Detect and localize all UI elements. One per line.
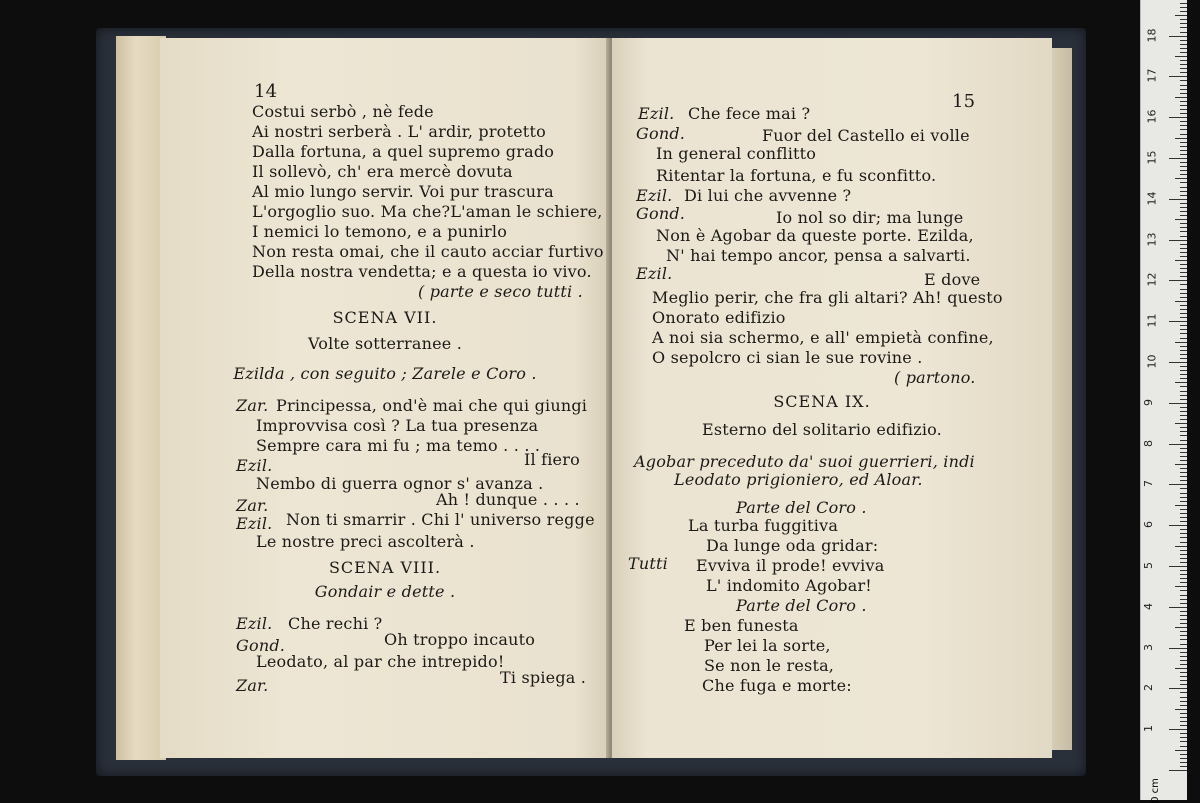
- ruler-tick: [1180, 595, 1187, 596]
- dialogue-line: Fuor del Castello ei volle: [762, 126, 970, 145]
- ruler-tick: [1180, 227, 1187, 228]
- ruler-number: 15: [1145, 150, 1159, 165]
- verse-line: La turba fuggitiva: [688, 516, 839, 535]
- ruler-tick: [1180, 231, 1187, 232]
- dialogue-line: O sepolcro ci sian le sue rovine .: [652, 348, 923, 367]
- dialogue-line: Nembo di guerra ognor s' avanza .: [256, 474, 544, 493]
- ruler-tick: [1180, 142, 1187, 143]
- ruler-tick: [1175, 15, 1187, 16]
- page-number: 15: [952, 91, 976, 112]
- ruler-tick: [1180, 721, 1187, 722]
- ruler-number: 18: [1145, 28, 1159, 43]
- ruler-number: 11: [1145, 313, 1159, 328]
- ruler-tick: [1180, 460, 1187, 461]
- stage-direction: ( partono.: [894, 368, 976, 387]
- ruler-tick: [1180, 766, 1187, 767]
- ruler-tick: [1180, 329, 1187, 330]
- scene-setting: Esterno del solitario edifizio.: [702, 420, 942, 439]
- verse-line: Evviva il prode! evviva: [696, 556, 885, 575]
- ruler-tick: [1180, 150, 1187, 151]
- ruler-tick: [1180, 297, 1187, 298]
- ruler-tick: [1180, 105, 1187, 106]
- ruler-tick: [1169, 729, 1187, 730]
- ruler-number: 4: [1142, 602, 1155, 610]
- ruler-tick: [1175, 260, 1187, 261]
- right-page: [612, 38, 1052, 758]
- ruler-tick: [1180, 378, 1187, 379]
- ruler-tick: [1180, 741, 1187, 742]
- speaker: Zar.: [236, 396, 269, 415]
- ruler-tick: [1180, 737, 1187, 738]
- ruler-tick: [1169, 76, 1187, 77]
- ruler-tick: [1169, 444, 1187, 445]
- ruler-tick: [1175, 546, 1187, 547]
- ruler-number: 17: [1145, 68, 1159, 83]
- ruler-number: 10: [1145, 354, 1159, 369]
- ruler-tick: [1175, 342, 1187, 343]
- ruler-tick: [1175, 464, 1187, 465]
- ruler-number: 2: [1142, 684, 1155, 692]
- ruler-tick: [1180, 705, 1187, 706]
- ruler-tick: [1180, 399, 1187, 400]
- ruler-tick: [1180, 501, 1187, 502]
- ruler-tick: [1180, 762, 1187, 763]
- ruler-tick: [1180, 452, 1187, 453]
- ruler-tick: [1175, 178, 1187, 179]
- ruler-tick: [1180, 215, 1187, 216]
- ruler-tick: [1180, 268, 1187, 269]
- ruler-tick: [1180, 309, 1187, 310]
- ruler-tick: [1180, 134, 1187, 135]
- ruler-tick: [1180, 182, 1187, 183]
- ruler-tick: [1169, 280, 1187, 281]
- dialogue-line: Che rechi ?: [288, 614, 383, 633]
- dialogue-line: Leodato, al par che intrepido!: [256, 652, 505, 671]
- ruler-tick: [1180, 717, 1187, 718]
- ruler-tick: [1180, 754, 1187, 755]
- ruler-tick: [1180, 293, 1187, 294]
- ruler-tick: [1180, 656, 1187, 657]
- ruler-tick: [1180, 40, 1187, 41]
- ruler-tick: [1180, 72, 1187, 73]
- speaker: Gond.: [636, 124, 686, 143]
- ruler-tick: [1180, 264, 1187, 265]
- ruler-tick: [1180, 415, 1187, 416]
- dialogue-line: Le nostre preci ascolterà .: [256, 532, 475, 551]
- ruler-tick: [1180, 680, 1187, 681]
- ruler-tick: [1180, 236, 1187, 237]
- verse-line: Da lunge oda gridar:: [706, 536, 879, 555]
- verse-line: Della nostra vendetta; e a questa io vivo.: [252, 262, 592, 281]
- ruler-tick: [1180, 346, 1187, 347]
- verse-line: Che fuga e morte:: [702, 676, 852, 695]
- ruler-tick: [1180, 476, 1187, 477]
- speaker: Ezil.: [236, 456, 273, 475]
- ruler-tick: [1180, 366, 1187, 367]
- ruler-tick: [1180, 248, 1187, 249]
- verse-line: L'orgoglio suo. Ma che?L'aman le schiere,: [252, 202, 603, 221]
- ruler-tick: [1180, 554, 1187, 555]
- dialogue-line: E dove: [924, 270, 981, 289]
- ruler-tick: [1180, 85, 1187, 86]
- dialogue-line: Io nol so dir; ma lunge: [776, 208, 964, 227]
- ruler-tick: [1180, 574, 1187, 575]
- verse-line: Costui serbò , nè fede: [252, 102, 434, 121]
- verse-line: Per lei la sorte,: [704, 636, 831, 655]
- speaker: Ezil.: [636, 186, 673, 205]
- ruler-number: 6: [1142, 521, 1155, 529]
- dialogue-line: Onorato edifizio: [652, 308, 786, 327]
- ruler-tick: [1175, 586, 1187, 587]
- ruler-tick: [1169, 770, 1187, 771]
- ruler-tick: [1180, 713, 1187, 714]
- ruler-tick: [1180, 570, 1187, 571]
- ruler-tick: [1169, 240, 1187, 241]
- ruler-number: 9: [1142, 398, 1155, 406]
- ruler-tick: [1180, 333, 1187, 334]
- ruler-tick: [1180, 582, 1187, 583]
- speaker: Ezil.: [636, 264, 673, 283]
- ruler-number: 1: [1142, 725, 1155, 733]
- dialogue-line: Non ti smarrir . Chi l' universo regge: [286, 510, 595, 529]
- ruler-tick: [1180, 187, 1187, 188]
- ruler-tick: [1180, 672, 1187, 673]
- ruler-tick: [1180, 113, 1187, 114]
- ruler-tick: [1180, 89, 1187, 90]
- ruler-number: 3: [1142, 643, 1155, 651]
- ruler-tick: [1180, 44, 1187, 45]
- ruler-tick: [1180, 146, 1187, 147]
- left-page: [160, 38, 610, 758]
- page-number: 14: [254, 81, 278, 102]
- ruler-tick: [1180, 513, 1187, 514]
- ruler-tick: [1180, 354, 1187, 355]
- ruler-number: 14: [1145, 191, 1159, 206]
- ruler-tick: [1180, 19, 1187, 20]
- ruler-unit: 0 cm: [1149, 778, 1161, 803]
- ruler-tick: [1180, 411, 1187, 412]
- ruler-tick: [1180, 562, 1187, 563]
- dialogue-line: Che fece mai ?: [688, 104, 811, 123]
- ruler-tick: [1180, 619, 1187, 620]
- ruler-tick: [1180, 52, 1187, 53]
- ruler-number: 8: [1142, 439, 1155, 447]
- scene-cast: Agobar preceduto da' suoi guerrieri, indi: [634, 452, 975, 471]
- ruler-tick: [1180, 407, 1187, 408]
- speaker: Ezil.: [236, 614, 273, 633]
- ruler-tick: [1180, 27, 1187, 28]
- verse-line: Ai nostri serberà . L' ardir, protetto: [252, 122, 546, 141]
- ruler-tick: [1169, 607, 1187, 608]
- ruler-tick: [1169, 321, 1187, 322]
- ruler-tick: [1180, 11, 1187, 12]
- speaker: Zar.: [236, 496, 269, 515]
- stage-direction: ( parte e seco tutti .: [418, 282, 583, 301]
- ruler-tick: [1180, 542, 1187, 543]
- ruler-tick: [1180, 431, 1187, 432]
- ruler-tick: [1180, 493, 1187, 494]
- ruler-tick: [1180, 603, 1187, 604]
- ruler-tick: [1180, 3, 1187, 4]
- ruler-tick: [1180, 701, 1187, 702]
- ruler-tick: [1180, 223, 1187, 224]
- dialogue-line: Improvvisa così ? La tua presenza: [256, 416, 539, 435]
- dialogue-line: Il fiero: [524, 450, 580, 469]
- dialogue-line: Meglio perir, che fra gli altari? Ah! questo: [652, 288, 1003, 307]
- ruler-tick: [1169, 36, 1187, 37]
- ruler-tick: [1180, 480, 1187, 481]
- ruler-tick: [1180, 497, 1187, 498]
- ruler-tick: [1169, 199, 1187, 200]
- ruler-number: 7: [1142, 480, 1155, 488]
- speaker: Ezil.: [638, 104, 675, 123]
- ruler-tick: [1180, 7, 1187, 8]
- chorus-label: Parte del Coro .: [736, 498, 867, 517]
- ruler-tick: [1175, 219, 1187, 220]
- dialogue-line: Principessa, ond'è mai che qui giungi: [276, 396, 588, 415]
- ruler-tick: [1180, 664, 1187, 665]
- dialogue-line: Ah ! dunque . . . .: [436, 490, 580, 509]
- ruler-number: 16: [1145, 109, 1159, 124]
- ruler-tick: [1180, 166, 1187, 167]
- verse-line: Al mio lungo servir. Voi pur trascura: [252, 182, 554, 201]
- scene-cast: Leodato prigioniero, ed Aloar.: [674, 470, 923, 489]
- ruler-tick: [1180, 440, 1187, 441]
- ruler-tick: [1180, 692, 1187, 693]
- speaker: Ezil.: [236, 514, 273, 533]
- ruler-tick: [1180, 529, 1187, 530]
- page-edges-left: [116, 36, 166, 760]
- ruler-tick: [1180, 599, 1187, 600]
- ruler-tick: [1169, 525, 1187, 526]
- ruler-tick: [1180, 509, 1187, 510]
- ruler-tick: [1180, 313, 1187, 314]
- verse-line: Se non le resta,: [704, 656, 835, 675]
- ruler-tick: [1175, 56, 1187, 57]
- ruler-tick: [1180, 391, 1187, 392]
- ruler-tick: [1180, 162, 1187, 163]
- ruler-tick: [1180, 325, 1187, 326]
- ruler-tick: [1180, 289, 1187, 290]
- ruler-tick: [1180, 174, 1187, 175]
- ruler-tick: [1175, 301, 1187, 302]
- ruler-tick: [1180, 358, 1187, 359]
- ruler-tick: [1175, 505, 1187, 506]
- ruler-tick: [1180, 615, 1187, 616]
- ruler-tick: [1180, 550, 1187, 551]
- ruler-tick: [1169, 566, 1187, 567]
- ruler-tick: [1180, 191, 1187, 192]
- ruler-tick: [1180, 639, 1187, 640]
- ruler-number: 13: [1145, 232, 1159, 247]
- ruler-tick: [1180, 93, 1187, 94]
- speaker: Gond.: [636, 204, 686, 223]
- ruler-tick: [1180, 370, 1187, 371]
- ruler-tick: [1180, 644, 1187, 645]
- speaker: Zar.: [236, 676, 269, 695]
- ruler-tick: [1175, 709, 1187, 710]
- ruler-tick: [1180, 435, 1187, 436]
- ruler-tick: [1180, 203, 1187, 204]
- ruler-tick: [1180, 386, 1187, 387]
- ruler-tick: [1180, 697, 1187, 698]
- dialogue-line: A noi sia schermo, e all' empietà confine,: [652, 328, 994, 347]
- ruler-tick: [1180, 252, 1187, 253]
- dialogue-line: N' hai tempo ancor, pensa a salvarti.: [666, 246, 971, 265]
- ruler-tick: [1180, 590, 1187, 591]
- ruler-tick: [1180, 154, 1187, 155]
- ruler-tick: [1180, 427, 1187, 428]
- dialogue-line: Non è Agobar da queste porte. Ezilda,: [656, 226, 974, 245]
- ruler-tick: [1180, 125, 1187, 126]
- verse-line: E ben funesta: [684, 616, 799, 635]
- ruler-tick: [1175, 97, 1187, 98]
- speaker: Gond.: [236, 636, 286, 655]
- ruler-tick: [1180, 623, 1187, 624]
- ruler-tick: [1175, 668, 1187, 669]
- ruler-tick: [1180, 211, 1187, 212]
- ruler-tick: [1180, 195, 1187, 196]
- ruler-tick: [1180, 60, 1187, 61]
- ruler-tick: [1169, 688, 1187, 689]
- scene-title: SCENA IX.: [773, 392, 871, 411]
- chorus-label: Parte del Coro .: [736, 596, 867, 615]
- ruler-tick: [1180, 109, 1187, 110]
- verse-line: Il sollevò, ch' era mercè dovuta: [252, 162, 513, 181]
- ruler-tick: [1180, 64, 1187, 65]
- ruler-tick: [1180, 537, 1187, 538]
- ruler-tick: [1180, 684, 1187, 685]
- ruler-tick: [1180, 533, 1187, 534]
- ruler-tick: [1180, 517, 1187, 518]
- ruler-tick: [1180, 419, 1187, 420]
- ruler-tick: [1180, 448, 1187, 449]
- chorus-label: Tutti: [628, 554, 668, 573]
- page-edges-right: [1050, 48, 1072, 750]
- ruler-tick: [1180, 676, 1187, 677]
- ruler-tick: [1180, 611, 1187, 612]
- ruler-tick: [1180, 660, 1187, 661]
- ruler-tick: [1169, 484, 1187, 485]
- ruler-tick: [1180, 256, 1187, 257]
- ruler-tick: [1180, 456, 1187, 457]
- ruler-tick: [1175, 382, 1187, 383]
- ruler-number: 5: [1142, 562, 1155, 569]
- ruler-tick: [1180, 652, 1187, 653]
- ruler-tick: [1180, 305, 1187, 306]
- ruler-tick: [1180, 521, 1187, 522]
- ruler-tick: [1180, 101, 1187, 102]
- ruler-tick: [1180, 129, 1187, 130]
- ruler-tick: [1180, 488, 1187, 489]
- ruler-tick: [1175, 138, 1187, 139]
- ruler-tick: [1169, 403, 1187, 404]
- ruler-tick: [1180, 272, 1187, 273]
- ruler-tick: [1180, 48, 1187, 49]
- ruler-tick: [1180, 23, 1187, 24]
- ruler-tick: [1180, 472, 1187, 473]
- dialogue-line: In general conflitto: [656, 144, 817, 163]
- ruler-tick: [1180, 746, 1187, 747]
- ruler-tick: [1180, 468, 1187, 469]
- ruler-tick: [1180, 121, 1187, 122]
- ruler-tick: [1169, 117, 1187, 118]
- ruler-tick: [1180, 68, 1187, 69]
- ruler-tick: [1175, 423, 1187, 424]
- ruler-tick: [1169, 648, 1187, 649]
- ruler-tick: [1180, 578, 1187, 579]
- scene-title: SCENA VII.: [332, 308, 438, 327]
- ruler-tick: [1180, 170, 1187, 171]
- ruler-tick: [1180, 284, 1187, 285]
- verse-line: Dalla fortuna, a quel supremo grado: [252, 142, 555, 161]
- ruler-tick: [1169, 158, 1187, 159]
- verse-line: I nemici lo temono, e a punirlo: [252, 222, 508, 241]
- ruler-tick: [1180, 725, 1187, 726]
- ruler-tick: [1180, 317, 1187, 318]
- scene-cast: Gondair e dette .: [314, 582, 456, 601]
- ruler-tick: [1180, 338, 1187, 339]
- scene-cast: Ezilda , con seguito ; Zarele e Coro .: [233, 364, 537, 383]
- verse-line: Non resta omai, che il cauto acciar furtivo: [252, 242, 604, 261]
- ruler-tick: [1180, 395, 1187, 396]
- verse-line: L' indomito Agobar!: [706, 576, 872, 595]
- dialogue-line: Ti spiega .: [500, 668, 587, 687]
- scene-setting: Volte sotterranee .: [307, 334, 463, 353]
- ruler-tick: [1180, 758, 1187, 759]
- ruler-tick: [1180, 374, 1187, 375]
- ruler-tick: [1180, 733, 1187, 734]
- ruler-tick: [1180, 244, 1187, 245]
- ruler-tick: [1180, 558, 1187, 559]
- ruler-number: 12: [1145, 272, 1159, 287]
- scene-title: SCENA VIII.: [328, 558, 442, 577]
- ruler-tick: [1180, 631, 1187, 632]
- ruler-tick: [1180, 80, 1187, 81]
- ruler-tick: [1180, 350, 1187, 351]
- ruler-tick: [1180, 635, 1187, 636]
- ruler-tick: [1180, 276, 1187, 277]
- dialogue-line: Oh troppo incauto: [384, 630, 536, 649]
- dialogue-line: Di lui che avvenne ?: [684, 186, 852, 205]
- ruler-tick: [1180, 207, 1187, 208]
- ruler-tick: [1180, 32, 1187, 33]
- ruler-tick: [1175, 627, 1187, 628]
- ruler-tick: [1175, 750, 1187, 751]
- dialogue-line: Sempre cara mi fu ; ma temo . . . .: [256, 436, 541, 455]
- ruler-tick: [1169, 362, 1187, 363]
- measuring-ruler: [1140, 0, 1187, 803]
- dialogue-line: Ritentar la fortuna, e fu sconfitto.: [656, 166, 937, 185]
